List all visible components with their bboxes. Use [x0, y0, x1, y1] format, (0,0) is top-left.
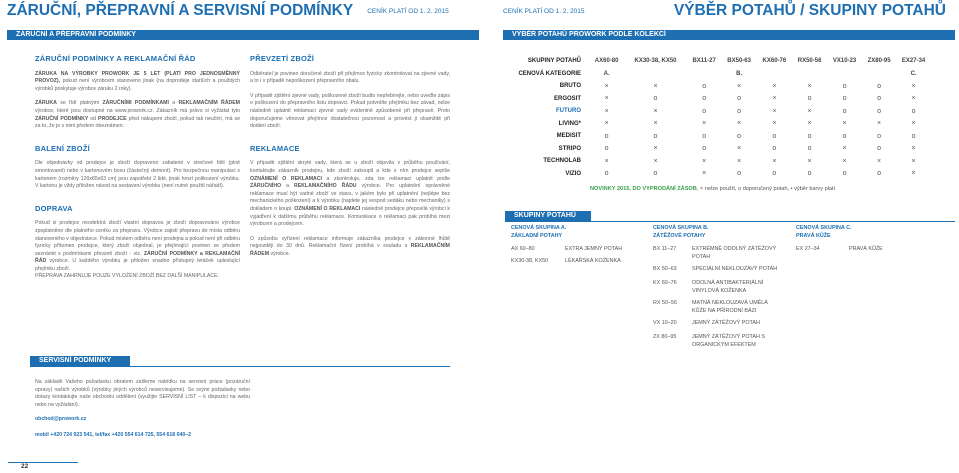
compatibility-cell: ×	[807, 107, 812, 115]
compatibility-cell: o	[604, 170, 609, 178]
service-section	[35, 379, 250, 440]
handover-paragraph-1: Odběratel je povinen doručené zboží při přejímce fyzicky zkontrolovat na zjevné vady, a to i v případě nepoškození přepravního obalu.	[250, 70, 450, 85]
compatibility-cell: o	[807, 132, 812, 140]
group-item-code: KX 60–76	[653, 280, 677, 286]
compatibility-cell: o	[877, 132, 882, 140]
handover-heading: PŘEVZETÍ ZBOŽÍ	[250, 54, 315, 63]
table-row-label: VIZIO	[565, 170, 581, 177]
compatibility-cell: o	[877, 95, 882, 103]
compatibility-cell: ×	[877, 157, 882, 165]
group-b-subtitle: ZÁTĚŽOVÉ POTAHY	[653, 233, 706, 239]
table-column-header: RX50-56	[797, 57, 822, 64]
group-item-name: EXTRÉMNĚ ODOLNÝ ZÁTĚŽOVÝ POTAH	[692, 246, 777, 260]
compatibility-cell: ×	[911, 82, 916, 90]
compatibility-cell: ×	[877, 120, 882, 128]
compatibility-cell: o	[877, 170, 882, 178]
section-bar-warranty: ZÁRUČNÍ A PŘEPRAVNÍ PODMÍNKY	[7, 30, 479, 40]
service-contacts: mobil +420 724 923 541, tel/fax +420 554 614 725, 554 618 040–2	[35, 431, 192, 438]
service-rule	[30, 366, 450, 367]
compatibility-cell: ×	[653, 145, 658, 153]
group-b-title: CENOVÁ SKUPINA B.	[653, 225, 709, 231]
table-column-header: KX30-38, KX50	[634, 57, 677, 64]
table-row-label: BRUTO	[559, 83, 581, 90]
compatibility-cell: ×	[911, 95, 916, 103]
delivery-note: PŘEPRAVA ZAHRNUJE POUZE VYLOŽENÍ ZBOŽÍ BEZ DALŠÍ MANIPULACE.	[35, 273, 219, 280]
compatibility-cell: o	[842, 170, 847, 178]
group-c-subtitle: PRAVÁ KŮŽE	[796, 233, 831, 239]
category-cell	[757, 68, 792, 81]
table-column-header: ZX80-95	[867, 57, 891, 64]
group-item-name: JEMNÝ ZÁTĚŽOVÝ POTAH S ORGANICKÝM EFEKTEM	[692, 334, 765, 348]
packaging-paragraph: Dle objednávky od prodejce je zboží dopraveno zabalené v strečové fólii (plně smontované) nebo v kartonovém boxu (částečný demont). Pro bezpečnou manipulaci s kartonem (rozměry 120x65x63 cm) jsou zapotřebí 2 lidé, jinak hrozí poškození výrobku. V kartonu je vždy přiložen návod na sestavení výrobku (není nutné použití nářadí).	[35, 160, 240, 190]
compatibility-cell: o	[702, 95, 707, 103]
compatibility-cell: o	[772, 170, 777, 178]
section-bar-service: SERVISNÍ PODMÍNKY	[30, 356, 130, 366]
compatibility-cell: o	[653, 132, 658, 140]
compatibility-cell: o	[842, 132, 847, 140]
table-header-label: SKUPINY POTAHŮ	[527, 58, 581, 65]
group-c-title: CENOVÁ SKUPINA C.	[796, 225, 852, 231]
compatibility-cell: o	[877, 107, 882, 115]
compatibility-cell: o	[877, 145, 882, 153]
compatibility-cell: o	[702, 132, 707, 140]
complaints-heading: REKLAMACE	[250, 143, 300, 153]
compatibility-cell: o	[842, 82, 847, 90]
warranty-terms-paragraph: ZÁRUKA se řídí platnými ZÁRUČNÍMI PODMÍNKAMI a REKLAMAČNÍM ŘÁDEM výrobce, které jsou dostupné na www.prowork.cz. Zákazník má právo si vyžádat tyto ZÁRUČNÍ PODMÍNKY od PRODEJCE před nákupem zboží, pokud tak neučiní, má se za to, že je s nimi předem obeznámen.	[35, 100, 240, 130]
group-item-code: ZX 80–95	[653, 334, 677, 340]
compatibility-cell: ×	[772, 107, 777, 115]
warranty-paragraph: ZÁRUKA NA VÝROBKY PROWORK JE 5 LET (PLATÍ PRO JEDNOSMĚNNÝ PROVOZ), pokud není výrobcem stanoveno jinak (na doprodeje starších a použitých výrobků poskytuje výrobce záruku 2 roky).	[35, 70, 240, 92]
table-row-label: FUTURO	[556, 108, 581, 115]
table-column-header: EX27-34	[901, 57, 926, 64]
compatibility-cell: ×	[807, 157, 812, 165]
compatibility-cell: ×	[737, 157, 742, 165]
group-item-name: MATNÁ NEKLOUZAVÁ UMĚLÁ KŮŽE NA PŘÍRODNÍ BÁZI	[692, 300, 768, 314]
compatibility-cell: o	[877, 82, 882, 90]
group-item-name: EXTRA JEMNÝ POTAH	[565, 246, 623, 252]
category-cell: A.	[603, 70, 610, 77]
warranty-column	[35, 55, 240, 288]
compatibility-cell: ×	[807, 120, 812, 128]
compatibility-cell: ×	[772, 82, 777, 90]
group-a-title: CENOVÁ SKUPINA A.	[511, 225, 567, 231]
compatibility-cell: ×	[911, 145, 916, 153]
compatibility-cell: ×	[772, 120, 777, 128]
compatibility-cell: o	[807, 145, 812, 153]
compatibility-cell: ×	[911, 157, 916, 165]
compatibility-cell: ×	[604, 157, 609, 165]
group-item-name: ODOLNÁ ANTIBAKTERIÁLNÍ VINYLOVÁ KOŽENKA	[692, 280, 764, 294]
compatibility-cell: ×	[842, 157, 847, 165]
compatibility-cell: o	[737, 107, 742, 115]
table-column-header: BX11-27	[692, 57, 716, 64]
handover-column	[250, 55, 450, 265]
table-row-label: MEDISIT	[556, 133, 581, 140]
group-item-name: SPECIÁLNÍ NEKLOUZAVÝ POTAH	[692, 266, 778, 272]
packaging-heading: BALENÍ ZBOŽÍ	[35, 143, 90, 153]
compatibility-cell: o	[807, 170, 812, 178]
compatibility-cell: ×	[807, 82, 812, 90]
table-row-label: ERGOSIT	[553, 95, 581, 102]
compatibility-cell: ×	[604, 95, 609, 103]
category-cell	[827, 68, 862, 81]
section-bar-cover-groups: SKUPINY POTAHŮ	[505, 211, 591, 221]
section-bar-covers: VÝBĚR POTAHŮ PROWORK PODLE KOLEKCÍ	[503, 30, 955, 40]
table-row-label: TECHNOLAB	[543, 158, 581, 165]
table-column-header: BX50-63	[727, 57, 751, 64]
compatibility-cell: o	[911, 107, 916, 115]
group-item-code: AX 60–80	[511, 246, 535, 252]
group-item-name: JEMNÝ ZÁTĚŽOVÝ POTAH	[692, 320, 760, 326]
table-row-label: STRIPO	[558, 145, 581, 152]
table-column-header: AX60-80	[594, 57, 619, 64]
compatibility-cell: o	[737, 132, 742, 140]
complaints-paragraph-2: O způsobu vyřízení reklamace informuje zákazníka prodejce v zákonné lhůtě nejpozději do 30 dnů. Reklamační řízení probíhá v souladu s REKLAMAČNÍM ŘÁDEM výrobce.	[250, 235, 450, 257]
compatibility-cell: o	[702, 82, 707, 90]
compatibility-cell: ×	[702, 157, 707, 165]
category-cell: C.	[910, 70, 917, 77]
group-item-code: RX 50–56	[653, 300, 677, 306]
compatibility-cell: ×	[842, 145, 847, 153]
cover-compatibility-table	[511, 55, 931, 180]
delivery-paragraph: Pokud si prodejce neodebírá zboží vlastní dopravou je zboží dopravováno výrobce zpoplatněno dle platného ceníku za přepravu. Výrobce zajistí přepravu do místa odběru stanoveného v objednávce. Pokud místem odběru není prodejna a pokud není při odběru fyzicky přítomen prodejce, který zboží objednal, je přejímající povinen se předem seznámit s podmínkami převzetí zboží - viz. ZÁRUČNÍ PODMÍNKY a REKLAMAČNÍ ŘÁD výrobce. U každého výrobku je přiložen snadno přístupný letáček upleslující přejímku zboží.	[35, 220, 241, 272]
compatibility-cell: ×	[653, 107, 658, 115]
compatibility-cell: o	[807, 95, 812, 103]
compatibility-cell: ×	[772, 157, 777, 165]
compatibility-cell: ×	[653, 120, 658, 128]
compatibility-cell: o	[653, 95, 658, 103]
compatibility-cell: ×	[737, 120, 742, 128]
table-row-label: LIVING*	[558, 120, 581, 127]
left-page-title: ZÁRUČNÍ, PŘEPRAVNÍ A SERVISNÍ PODMÍNKY	[7, 2, 354, 19]
complaints-paragraph-1: V případě zjištění skryté vady, která se u zboží objevila v průběhu používání, kontaktujte zákazník prodejnu, kde zboží zakoupil a kde s ním prodejce sepíše OZNÁMENÍ O REKLAMACI a zkontroluje, zda lze reklamaci uplatnit podle ZÁRUČNÍHO a REKLAMAČNÍHO ŘÁDU výrobce. Pro uplatnění oprávněné reklamace musí být vadné zboží ve stavu, v jakém bylo při uplatnění (nejlépe bez mechanického poškození) a k výrobku (najdete jej vespod sedáku nebo mechaniky) s dokladem o koupi. OZNÁMENÍ O REKLAMACI následně prodejce přeposílá výrobci k vyjádření k dalšímu průběhu reklamace. Komunikace o reklamaci pak probíhá mezi výrobcem a prodejcem.	[250, 160, 451, 228]
compatibility-cell: o	[842, 107, 847, 115]
groups-rule	[505, 221, 955, 222]
compatibility-cell: ×	[604, 107, 609, 115]
compatibility-cell: o	[737, 170, 742, 178]
group-item-code: VX 10–20	[653, 320, 677, 326]
group-item-code: KX30-38, KX50	[511, 258, 549, 264]
compatibility-cell: o	[772, 132, 777, 140]
compatibility-cell: ×	[604, 120, 609, 128]
compatibility-cell: o	[702, 107, 707, 115]
compatibility-cell: o	[772, 145, 777, 153]
compatibility-cell: o	[604, 145, 609, 153]
footer-rule	[8, 462, 78, 463]
group-item-code: BX 50–63	[653, 266, 677, 272]
compatibility-cell: ×	[772, 95, 777, 103]
page-number: 22	[21, 463, 29, 470]
group-a-subtitle: ZÁKLADNÍ POTAHY	[511, 233, 563, 239]
category-cell	[687, 68, 722, 81]
table-column-header: VX10-23	[832, 57, 857, 64]
delivery-heading: DOPRAVA	[35, 203, 73, 213]
table-column-header: KX60-76	[762, 57, 787, 64]
category-row-label: CENOVÁ KATEGORIE	[518, 70, 581, 77]
compatibility-cell: o	[653, 170, 658, 178]
category-cell	[792, 68, 827, 81]
group-item-name: LÉKAŘSKÁ KOŽENKA	[565, 258, 621, 264]
compatibility-cell: o	[911, 132, 916, 140]
category-cell	[624, 68, 687, 81]
compatibility-cell: ×	[911, 120, 916, 128]
group-item-name: PRAVÁ KŮŽE	[849, 246, 883, 252]
compatibility-cell: ×	[702, 170, 707, 178]
table-legend: NOVINKY 2015, DO VYPRODÁNÍ ZÁSOB, × nelze použít, o doporučený potah, • výběr barvy platí	[590, 186, 836, 192]
service-paragraph: Na základě Vašeho požadavku obratem zašleme nabídku na servisní práce (pozáruční opravy) našich výrobků (výrobky jiných výrobců neservisujeme). Se svými požadavky nebo dotazy kontaktujte naše obchodní oddělení (využijte SERVISNÍ LIST – k dispozici na webu nebo na vyžádání).	[35, 379, 250, 408]
right-price-validity: CENÍK PLATÍ OD 1. 2. 2015	[503, 7, 585, 15]
compatibility-cell: ×	[604, 82, 609, 90]
warranty-heading: ZÁRUČNÍ PODMÍNKY A REKLAMAČNÍ ŘÁD	[35, 54, 196, 63]
handover-paragraph-2: V případě zjištění zjevné vady, poškozené zboží budto nepřebírejte, nebo uveďte zápis o poškození do přepravního listu dopravci. Pokud potvrdíte přejímku bez závad, nelze následně uplatnit reklamaci zjevné vady evidentně způsobené při přepravě. Proto doporučujeme věnovat přejímce dostatečnou pozornost a provést ji okamžitě při dodání zboží.	[250, 92, 450, 130]
compatibility-cell: o	[842, 95, 847, 103]
left-price-validity: CENÍK PLATÍ OD 1. 2. 2015	[367, 7, 449, 15]
compatibility-cell: ×	[702, 120, 707, 128]
compatibility-cell: ×	[653, 82, 658, 90]
compatibility-cell: ×	[737, 145, 742, 153]
compatibility-cell: ×	[653, 157, 658, 165]
category-cell	[862, 68, 896, 81]
service-email[interactable]: obchod@prowork.cz	[35, 416, 87, 423]
compatibility-cell: o	[737, 95, 742, 103]
compatibility-cell: ×	[737, 82, 742, 90]
compatibility-cell: o	[702, 145, 707, 153]
compatibility-cell: o	[604, 132, 609, 140]
group-item-code: EX 27–34	[796, 246, 820, 252]
compatibility-cell: ×	[911, 170, 916, 178]
compatibility-cell: ×	[842, 120, 847, 128]
category-cell: B.	[736, 70, 743, 77]
group-item-code: BX 11–27	[653, 246, 677, 252]
right-page-title: VÝBĚR POTAHŮ / SKUPINY POTAHŮ	[673, 2, 946, 19]
